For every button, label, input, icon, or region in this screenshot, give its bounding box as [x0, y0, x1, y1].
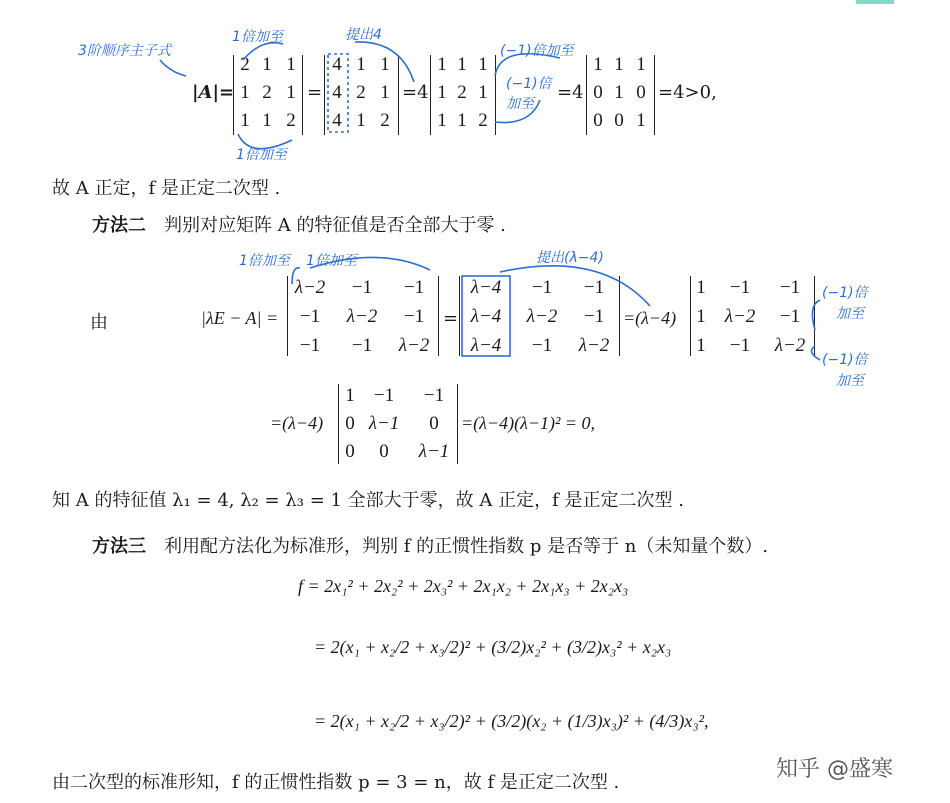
m1-cell: −1 [299, 335, 321, 356]
m4-cell: λ−1 [418, 441, 450, 462]
annot-minus1-a: (−1)倍加至 [500, 43, 574, 59]
arrow-m2-b [811, 346, 820, 360]
matA-cell: 2 [262, 82, 272, 103]
m2-cell: λ−2 [526, 306, 558, 327]
matC-cell: 1 [437, 54, 447, 75]
m3-cell: 1 [696, 335, 706, 356]
matD-cell: 0 [593, 82, 603, 103]
annot-m2-right: 1倍加至 [306, 253, 357, 269]
matC-cell: 1 [478, 82, 488, 103]
annot-minor: 3阶顺序主子式 [78, 43, 171, 59]
annot-m2-a1: (−1)倍 [822, 285, 868, 301]
m4-cell: 0 [345, 441, 355, 462]
matA-cell: 1 [286, 82, 296, 103]
matD-cell: 0 [614, 110, 624, 131]
matB-cell: 4 [332, 110, 342, 131]
annot-minus1-b1: (−1)倍 [506, 76, 552, 92]
m4-cell: λ−1 [368, 413, 400, 434]
matB-cell: 1 [380, 54, 390, 75]
matC-cell: 2 [457, 82, 467, 103]
annot-m2-left: 1倍加至 [239, 253, 290, 269]
matA-cell: 1 [262, 110, 272, 131]
matD-cell: 0 [593, 110, 603, 131]
m3-cell: −1 [779, 306, 801, 327]
det2-eq2: =(λ−4) [623, 308, 677, 328]
matC-bar-left [430, 55, 431, 135]
m4-cell: 1 [345, 385, 355, 406]
m4-bar-right [457, 384, 458, 464]
matB-cell: 2 [356, 82, 366, 103]
matC-cell: 1 [457, 54, 467, 75]
matD-cell: 1 [636, 110, 646, 131]
eq-line-3: = 2(x₁ + x₂/2 + x₃/2)² + (3/2)(x₂ + (1/3)x₃)² + (4/3)x₃², [314, 711, 709, 731]
m3-cell: −1 [729, 335, 751, 356]
annot-minus1-b2: 加至 [506, 96, 534, 112]
matA-cell: 1 [240, 82, 250, 103]
method3-text: 利用配方法化为标准形，判别 f 的正惯性指数 p 是否等于 n（未知量个数）. [164, 536, 769, 557]
m3-bar-right [814, 276, 815, 356]
matA-bar-left [233, 55, 234, 135]
m1-bar-right [438, 276, 439, 356]
matA-cell: 2 [240, 54, 250, 75]
eq-line-1: f = 2x₁² + 2x₂² + 2x₃² + 2x₁x₂ + 2x₁x₃ + 2x₂x₃ [298, 576, 629, 596]
m2-cell: λ−4 [470, 335, 502, 356]
conclusion-3: 由二次型的标准形知，f 的正惯性指数 p = 3 = n，故 f 是正定二次型 . [52, 772, 620, 793]
matA-cell: 1 [240, 110, 250, 131]
annot-extract4: 提出4 [345, 27, 382, 43]
m3-cell: −1 [729, 277, 751, 298]
m4-cell: 0 [379, 441, 389, 462]
m2-cell: −1 [583, 306, 605, 327]
matB-bar-left [324, 55, 325, 135]
method2-text: 判别对应矩阵 A 的特征值是否全部大于零 . [164, 215, 506, 236]
annot-one-add-bottom: 1倍加至 [236, 147, 287, 163]
m2-bar-left [459, 276, 460, 356]
matB-cell: 4 [332, 54, 342, 75]
m1-cell: λ−2 [346, 306, 378, 327]
m2-cell: −1 [531, 277, 553, 298]
m4-bar-left [338, 384, 339, 464]
matA-bar-right [302, 55, 303, 135]
m1-cell: λ−2 [294, 277, 326, 298]
detA-lhs: |A|= [192, 82, 235, 103]
matC-cell: 1 [437, 82, 447, 103]
matC-bar-right [495, 55, 496, 135]
matB-cell: 4 [332, 82, 342, 103]
matB-cell: 2 [380, 110, 390, 131]
m3-cell: λ−2 [724, 306, 756, 327]
arrow-minor [160, 60, 186, 76]
m1-cell: −1 [403, 306, 425, 327]
m4-cell: 0 [429, 413, 439, 434]
matC-cell: 1 [478, 54, 488, 75]
m2-cell: −1 [583, 277, 605, 298]
matD-bar-left [586, 55, 587, 135]
det2-eq3: =(λ−4) [270, 413, 324, 433]
method3-label: 方法三 [92, 536, 146, 557]
m4-cell: −1 [373, 385, 395, 406]
m1-cell: −1 [299, 306, 321, 327]
det2-eq: = [443, 308, 459, 329]
matA-cell: 2 [286, 110, 296, 131]
m3-cell: 1 [696, 306, 706, 327]
matB-bar-right [398, 55, 399, 135]
eq4-sign: =4 [402, 82, 429, 103]
m1-cell: −1 [351, 277, 373, 298]
annot-m2-b2: 加至 [836, 373, 864, 389]
m3-cell: 1 [696, 277, 706, 298]
method2-label: 方法二 [92, 215, 146, 236]
annot-m2-extract: 提出(λ−4) [536, 250, 604, 266]
eq-sign: = [307, 82, 323, 103]
eq-line-2: = 2(x₁ + x₂/2 + x₃/2)² + (3/2)x₂² + (3/2)x₃² + x₂x₃ [314, 637, 672, 657]
m1-cell: λ−2 [398, 335, 430, 356]
matD-cell: 0 [636, 82, 646, 103]
m3-cell: −1 [779, 277, 801, 298]
m4-cell: 0 [345, 413, 355, 434]
annot-m2-a2: 加至 [836, 306, 864, 322]
matB-cell: 1 [356, 54, 366, 75]
matA-cell: 1 [286, 54, 296, 75]
matC-cell: 1 [437, 110, 447, 131]
detA-result: =4>0, [658, 82, 717, 103]
conclusion-2: 知 A 的特征值 λ₁ = 4, λ₂ = λ₃ = 1 全部大于零，故 A 正定，f 是正定二次型 . [52, 490, 684, 511]
m1-cell: −1 [403, 277, 425, 298]
matD-cell: 1 [614, 54, 624, 75]
m2-cell: λ−4 [470, 277, 502, 298]
matD-bar-right [654, 55, 655, 135]
det2-result: =(λ−4)(λ−1)² = 0, [461, 413, 596, 433]
matD-cell: 1 [593, 54, 603, 75]
conclusion-1: 故 A 正定，f 是正定二次型 . [52, 178, 281, 199]
m3-cell: λ−2 [774, 335, 806, 356]
top-accent-bar [856, 0, 894, 4]
eq4b-sign: =4 [557, 82, 584, 103]
matC-cell: 1 [457, 110, 467, 131]
matC-cell: 2 [478, 110, 488, 131]
m2-cell: λ−4 [470, 306, 502, 327]
m2-cell: −1 [531, 335, 553, 356]
m1-cell: −1 [351, 335, 373, 356]
m2-cell: λ−2 [578, 335, 610, 356]
matB-cell: 1 [356, 110, 366, 131]
matB-cell: 1 [380, 82, 390, 103]
matA-cell: 1 [262, 54, 272, 75]
m4-cell: −1 [423, 385, 445, 406]
annot-one-add-top: 1倍加至 [232, 29, 283, 45]
m2-bar-right [619, 276, 620, 356]
matD-cell: 1 [614, 82, 624, 103]
zhihu-watermark: 知乎 @盛寒 [776, 757, 893, 782]
you-label: 由 [90, 312, 108, 333]
det2-lhs: |λE − A| = [201, 308, 279, 328]
annot-m2-b1: (−1)倍 [822, 352, 868, 368]
matD-cell: 1 [636, 54, 646, 75]
